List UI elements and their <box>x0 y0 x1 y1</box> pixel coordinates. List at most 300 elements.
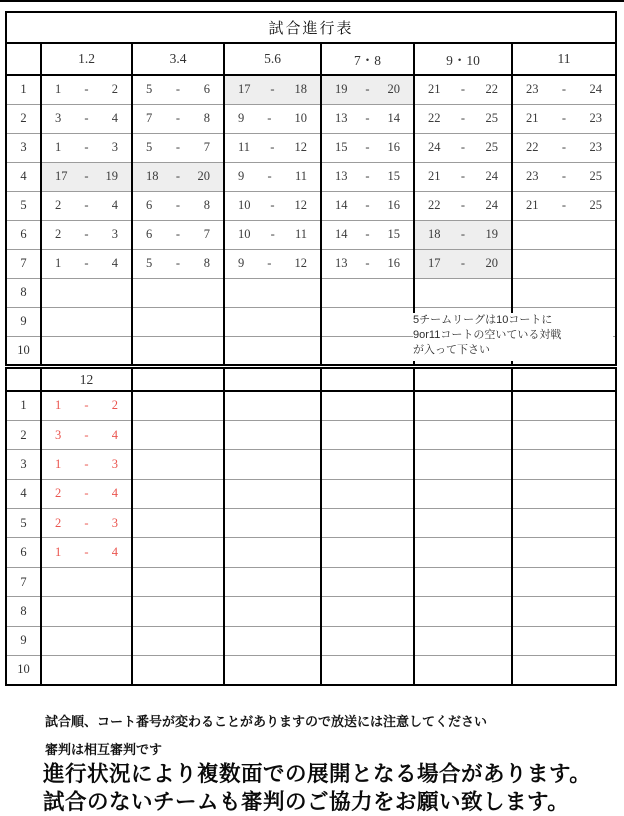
team-left: 21 <box>428 169 441 183</box>
match-cell <box>41 249 132 278</box>
match-cell <box>321 133 414 162</box>
row-number: 9 <box>6 626 41 655</box>
row-number: 3 <box>6 450 41 479</box>
match-cell <box>512 479 616 508</box>
row-number: 6 <box>6 220 41 249</box>
match-cell <box>132 391 224 420</box>
row-number: 1 <box>6 391 41 420</box>
match-cell <box>41 278 132 307</box>
match-cell <box>132 479 224 508</box>
team-right: 16 <box>387 256 400 270</box>
team-right: 2 <box>111 398 118 413</box>
match-cell <box>224 336 321 365</box>
match-cell <box>41 391 132 420</box>
team-right: 4 <box>111 111 118 125</box>
team-right: 15 <box>387 169 400 183</box>
versus-dash: - <box>175 169 181 183</box>
team-left: 14 <box>335 198 348 212</box>
team-right: 24 <box>485 169 498 183</box>
table-row <box>6 420 616 449</box>
team-right: 4 <box>111 198 118 212</box>
match-cell <box>512 191 616 220</box>
match-cell <box>224 307 321 336</box>
versus-dash: - <box>84 198 89 212</box>
versus-dash: - <box>84 486 89 501</box>
match-cell <box>224 538 321 567</box>
table-row <box>6 249 616 278</box>
match-cell <box>224 450 321 479</box>
court-header: 5.6 <box>224 43 321 75</box>
match-cell <box>414 567 512 596</box>
match-cell <box>41 162 132 191</box>
team-left: 5 <box>146 256 153 270</box>
team-right: 8 <box>203 111 210 125</box>
match-cell <box>321 220 414 249</box>
team-right: 25 <box>485 111 498 125</box>
match-cell <box>41 509 132 538</box>
team-left: 1 <box>55 82 62 97</box>
versus-dash: - <box>460 169 466 183</box>
match-cell <box>414 538 512 567</box>
versus-dash: - <box>270 227 275 241</box>
court-header <box>224 368 321 391</box>
team-right: 12 <box>294 256 307 270</box>
versus-dash: - <box>460 198 466 212</box>
team-left: 21 <box>526 198 539 212</box>
team-left: 10 <box>238 198 251 212</box>
row-number: 2 <box>6 104 41 133</box>
footer-warning-courts: 進行状況により複数面での展開となる場合があります。 <box>43 762 592 786</box>
team-left: 5 <box>146 140 153 154</box>
match-cell <box>321 307 414 336</box>
table2-body <box>6 368 616 685</box>
match-cell <box>224 133 321 162</box>
page-title: 試合進行表 <box>6 12 616 43</box>
team-left: 17 <box>428 256 441 270</box>
row-number: 7 <box>6 567 41 596</box>
match-cell <box>321 597 414 626</box>
match-cell <box>132 567 224 596</box>
team-right: 6 <box>203 82 210 97</box>
team-left: 9 <box>238 169 245 183</box>
match-cell <box>224 162 321 191</box>
match-cell <box>224 420 321 449</box>
row-number: 8 <box>6 597 41 626</box>
table-row <box>6 104 616 133</box>
match-cell <box>132 509 224 538</box>
match-cell <box>512 656 616 685</box>
team-right: 23 <box>589 140 602 154</box>
team-left: 2 <box>55 198 62 212</box>
match-cell <box>321 626 414 655</box>
team-right: 12 <box>294 198 307 212</box>
table-row <box>6 509 616 538</box>
team-right: 18 <box>294 82 307 97</box>
match-cell <box>321 249 414 278</box>
table-row <box>6 538 616 567</box>
match-cell <box>132 162 224 191</box>
versus-dash: - <box>460 111 466 125</box>
team-right: 3 <box>111 140 118 154</box>
team-left: 1 <box>55 256 62 270</box>
team-left: 10 <box>238 227 251 241</box>
versus-dash: - <box>84 427 89 442</box>
row-number: 8 <box>6 278 41 307</box>
match-cell <box>321 191 414 220</box>
team-left: 6 <box>146 227 153 241</box>
versus-dash: - <box>84 140 89 154</box>
team-left: 2 <box>55 227 62 241</box>
match-cell <box>224 391 321 420</box>
match-cell <box>512 133 616 162</box>
row-number: 5 <box>6 191 41 220</box>
versus-dash: - <box>561 82 567 97</box>
match-cell <box>41 567 132 596</box>
match-cell <box>132 420 224 449</box>
versus-dash: - <box>175 140 181 154</box>
versus-dash: - <box>561 140 567 154</box>
versus-dash: - <box>365 256 370 270</box>
match-cell <box>132 450 224 479</box>
match-cell <box>414 509 512 538</box>
versus-dash: - <box>267 169 272 183</box>
match-cell <box>41 220 132 249</box>
match-cell <box>224 597 321 626</box>
match-cell <box>321 75 414 104</box>
team-right: 4 <box>111 486 118 501</box>
team-right: 8 <box>203 256 210 270</box>
versus-dash: - <box>84 256 89 270</box>
team-left: 1 <box>55 545 62 560</box>
match-cell <box>321 567 414 596</box>
corner-cell <box>6 43 41 75</box>
court-header <box>321 368 414 391</box>
team-left: 23 <box>526 169 539 183</box>
court-header: 1.2 <box>41 43 132 75</box>
versus-dash: - <box>365 111 370 125</box>
team-right: 20 <box>387 82 400 97</box>
team-right: 19 <box>485 227 498 241</box>
match-cell <box>414 450 512 479</box>
match-cell <box>224 191 321 220</box>
versus-dash: - <box>365 198 370 212</box>
row-number: 10 <box>6 656 41 685</box>
team-left: 19 <box>335 82 348 97</box>
team-left: 22 <box>428 198 441 212</box>
team-left: 17 <box>238 82 251 97</box>
match-cell <box>41 133 132 162</box>
team-right: 4 <box>111 256 118 270</box>
match-cell <box>224 567 321 596</box>
match-cell <box>414 626 512 655</box>
match-cell <box>224 479 321 508</box>
row-number: 6 <box>6 538 41 567</box>
table-row <box>6 391 616 420</box>
match-cell <box>512 538 616 567</box>
match-cell <box>512 75 616 104</box>
team-right: 22 <box>485 82 498 97</box>
team-left: 21 <box>526 111 539 125</box>
table-row <box>6 597 616 626</box>
team-left: 13 <box>335 169 348 183</box>
row-number: 7 <box>6 249 41 278</box>
match-cell <box>321 162 414 191</box>
team-left: 17 <box>55 169 68 183</box>
match-cell <box>321 104 414 133</box>
versus-dash: - <box>270 140 275 154</box>
team-right: 16 <box>387 198 400 212</box>
match-cell <box>132 191 224 220</box>
team-left: 18 <box>146 169 159 183</box>
versus-dash: - <box>561 169 567 183</box>
match-cell <box>132 75 224 104</box>
match-cell <box>414 597 512 626</box>
match-cell <box>224 249 321 278</box>
team-left: 14 <box>335 227 348 241</box>
footer-note-referee: 審判は相互審判です <box>45 742 163 757</box>
team-right: 11 <box>294 227 307 241</box>
versus-dash: - <box>175 227 181 241</box>
versus-dash: - <box>460 227 466 241</box>
team-right: 12 <box>294 140 307 154</box>
row-number: 4 <box>6 162 41 191</box>
team-right: 3 <box>111 515 118 530</box>
team-right: 19 <box>105 169 118 183</box>
match-cell <box>132 538 224 567</box>
versus-dash: - <box>175 111 181 125</box>
page-top-edge-line <box>0 0 624 2</box>
match-cell <box>41 307 132 336</box>
versus-dash: - <box>561 111 567 125</box>
table-row <box>6 162 616 191</box>
team-left: 15 <box>335 140 348 154</box>
table-row <box>6 626 616 655</box>
match-cell <box>132 597 224 626</box>
row-number: 2 <box>6 420 41 449</box>
match-cell <box>414 191 512 220</box>
match-cell <box>224 278 321 307</box>
match-cell <box>41 420 132 449</box>
court-header: 3.4 <box>132 43 224 75</box>
team-right: 24 <box>485 198 498 212</box>
team-left: 5 <box>146 82 153 97</box>
match-cell <box>132 307 224 336</box>
table-row <box>6 450 616 479</box>
match-cell <box>224 626 321 655</box>
versus-dash: - <box>460 140 466 154</box>
team-left: 18 <box>428 227 441 241</box>
team-right: 24 <box>589 82 602 97</box>
versus-dash: - <box>267 256 272 270</box>
versus-dash: - <box>460 82 466 97</box>
versus-dash: - <box>84 82 89 97</box>
team-right: 10 <box>294 111 307 125</box>
team-left: 6 <box>146 198 153 212</box>
match-cell <box>41 191 132 220</box>
team-right: 4 <box>111 427 118 442</box>
team-right: 16 <box>387 140 400 154</box>
annotation-note <box>413 313 613 361</box>
team-left: 22 <box>428 111 441 125</box>
match-cell <box>41 450 132 479</box>
match-cell <box>512 249 616 278</box>
versus-dash: - <box>270 198 275 212</box>
match-cell <box>414 133 512 162</box>
match-cell <box>132 336 224 365</box>
match-cell <box>512 420 616 449</box>
team-left: 21 <box>428 82 441 97</box>
table-row <box>6 191 616 220</box>
team-left: 13 <box>335 256 348 270</box>
team-left: 22 <box>526 140 539 154</box>
versus-dash: - <box>267 111 272 125</box>
table-row <box>6 479 616 508</box>
team-right: 23 <box>589 111 602 125</box>
match-cell <box>132 133 224 162</box>
match-cell <box>41 538 132 567</box>
match-cell <box>512 162 616 191</box>
match-cell <box>41 104 132 133</box>
match-cell <box>132 278 224 307</box>
team-left: 2 <box>55 515 62 530</box>
match-cell <box>414 656 512 685</box>
team-left: 24 <box>428 140 441 154</box>
match-cell <box>41 656 132 685</box>
row-number: 10 <box>6 336 41 365</box>
match-cell <box>132 626 224 655</box>
row-number: 9 <box>6 307 41 336</box>
match-cell <box>512 626 616 655</box>
match-cell <box>321 278 414 307</box>
versus-dash: - <box>175 256 181 270</box>
annotation-line: が入って下さい <box>413 344 490 356</box>
team-left: 3 <box>55 111 62 125</box>
versus-dash: - <box>175 82 181 97</box>
table-row <box>6 278 616 307</box>
match-cell <box>512 391 616 420</box>
versus-dash: - <box>175 198 181 212</box>
match-cell <box>41 336 132 365</box>
match-cell <box>414 391 512 420</box>
match-cell <box>132 656 224 685</box>
row-number: 3 <box>6 133 41 162</box>
match-cell <box>512 278 616 307</box>
versus-dash: - <box>84 111 89 125</box>
team-left: 11 <box>238 140 251 154</box>
match-table-secondary <box>5 367 617 686</box>
court-header: 7・8 <box>321 43 414 75</box>
row-number: 1 <box>6 75 41 104</box>
match-cell <box>41 479 132 508</box>
table-row <box>6 567 616 596</box>
match-cell <box>414 104 512 133</box>
table-row <box>6 220 616 249</box>
versus-dash: - <box>365 169 370 183</box>
versus-dash: - <box>84 398 89 413</box>
match-cell <box>321 450 414 479</box>
team-right: 2 <box>111 82 118 97</box>
match-cell <box>41 597 132 626</box>
team-right: 20 <box>197 169 210 183</box>
table-row <box>6 75 616 104</box>
match-cell <box>414 479 512 508</box>
team-right: 20 <box>485 256 498 270</box>
team-left: 7 <box>146 111 153 125</box>
versus-dash: - <box>84 515 89 530</box>
row-number: 5 <box>6 509 41 538</box>
table-row <box>6 133 616 162</box>
match-cell <box>414 162 512 191</box>
team-left: 13 <box>335 111 348 125</box>
team-right: 25 <box>485 140 498 154</box>
match-cell <box>414 220 512 249</box>
team-left: 1 <box>55 456 62 471</box>
team-left: 1 <box>55 140 62 154</box>
match-cell <box>41 626 132 655</box>
footer-note-broadcast: 試合順、コート番号が変わることがありますので放送には注意してください <box>45 714 488 729</box>
match-cell <box>224 656 321 685</box>
versus-dash: - <box>84 227 89 241</box>
versus-dash: - <box>84 169 89 183</box>
match-cell <box>321 656 414 685</box>
match-cell <box>512 220 616 249</box>
match-cell <box>321 479 414 508</box>
versus-dash: - <box>270 82 275 97</box>
corner-cell <box>6 368 41 391</box>
match-cell <box>414 420 512 449</box>
versus-dash: - <box>84 456 89 471</box>
match-cell <box>512 450 616 479</box>
team-left: 9 <box>238 111 245 125</box>
court-header: 11 <box>512 43 616 75</box>
match-cell <box>41 75 132 104</box>
team-left: 23 <box>526 82 539 97</box>
team-left: 9 <box>238 256 245 270</box>
match-cell <box>224 220 321 249</box>
annotation-line: 5チームリーグは10コートに <box>413 314 553 326</box>
versus-dash: - <box>365 82 370 97</box>
match-cell <box>132 220 224 249</box>
match-cell <box>224 75 321 104</box>
court-header <box>132 368 224 391</box>
versus-dash: - <box>460 256 466 270</box>
match-cell <box>132 249 224 278</box>
team-right: 7 <box>203 227 210 241</box>
team-right: 3 <box>111 227 118 241</box>
versus-dash: - <box>561 198 567 212</box>
match-cell <box>414 75 512 104</box>
versus-dash: - <box>365 140 370 154</box>
court-header: 9・10 <box>414 43 512 75</box>
match-cell <box>512 597 616 626</box>
match-cell <box>321 391 414 420</box>
team-left: 3 <box>55 427 62 442</box>
table-title-row <box>6 12 616 43</box>
team-right: 25 <box>589 198 602 212</box>
team-right: 25 <box>589 169 602 183</box>
team-left: 1 <box>55 398 62 413</box>
team-right: 15 <box>387 227 400 241</box>
match-cell <box>512 567 616 596</box>
row-number: 4 <box>6 479 41 508</box>
team-right: 14 <box>387 111 400 125</box>
match-cell <box>512 509 616 538</box>
match-cell <box>321 538 414 567</box>
match-cell <box>512 104 616 133</box>
versus-dash: - <box>84 545 89 560</box>
team-right: 3 <box>111 456 118 471</box>
match-cell <box>132 104 224 133</box>
